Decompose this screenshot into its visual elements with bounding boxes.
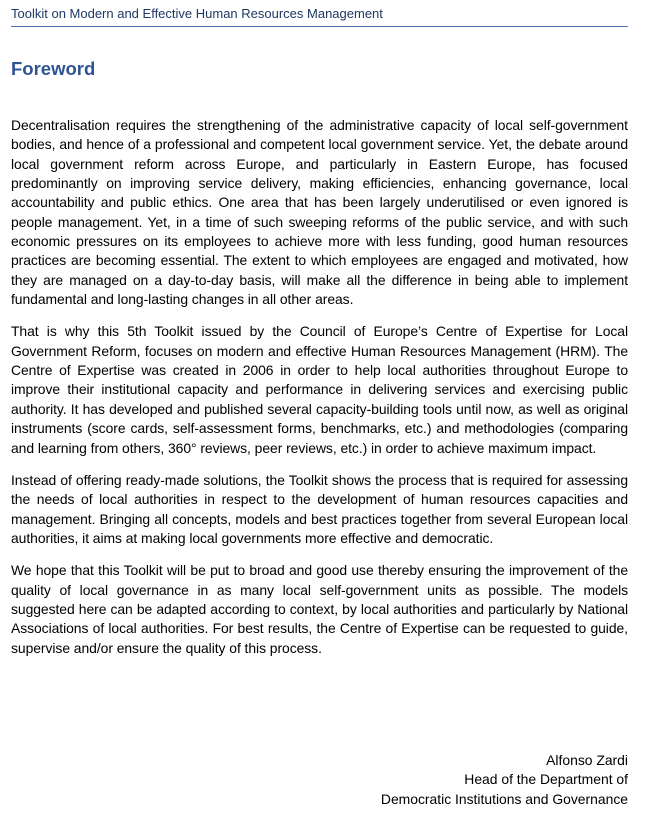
page-title: Foreword xyxy=(11,58,96,79)
signatory-title-line-2: Democratic Institutions and Governance xyxy=(380,790,628,807)
paragraph-closing-hope: We hope that this Toolkit will be put to broad and good use thereby ensuring the improvement of the quality of local governance in as many local self-government units as possible. The models suggested here can be adapted according to context, by local authorities and particularly by National Associations of local authorities. For best results, the Centre of Expertise can be requested to guide, supervise and/or ensure the quality of this process. xyxy=(11,562,628,656)
paragraph-process: Instead of offering ready-made solutions, the Toolkit shows the process that is required for assessing the needs of local authorities in respect to the development of human resources capacities and management. Bringing all concepts, models and best practices together from several European local authorities, it aims at making local governments more effective and democratic. xyxy=(11,471,628,546)
running-header xyxy=(11,6,628,27)
signatory-name: Alfonso Zardi xyxy=(546,752,628,768)
signature-block xyxy=(381,751,628,809)
foreword-body xyxy=(11,116,628,671)
signatory-title-line-1: Head of the Department of xyxy=(464,771,628,788)
paragraph-toolkit-purpose: That is why this 5th Toolkit issued by the Council of Europe’s Centre of Expertise for Local Government Reform, focuses on modern and effective Human Resources Management (HRM). The Centre of Expertise was created in 2006 in order to help local authorities throughout Europe to improve their institutional capacity and performance in delivering services and exercising public authority. It has developed and published several capacity-building tools until now, as well as original instruments (score cards, self-assessment forms, benchmarks, etc.) and methodologies (comparing and learning from others, 360° reviews, peer reviews, etc.) in order to achieve maximum impact. xyxy=(11,323,628,456)
paragraph-decentralisation: Decentralisation requires the strengthening of the administrative capacity of local self-government bodies, and hence of a professional and competent local government service. Yet, the debate around local government reform across Europe, and particularly in Eastern Europe, has focused predominantly on improving service delivery, making efficiencies, enhancing governance, local accountability and public ethics. One area that has been largely underutilised or even ignored is people management. Yet, in a time of such sweeping reforms of the public service, and with such economic pressures on its employees to achieve more with less funding, good human resources practices are becoming essential. The extent to which employees are engaged and motivated, how they are managed on a day-to-day basis, will make all the difference in being able to implement fundamental and long-lasting changes in all other areas. xyxy=(11,117,628,308)
running-header-title: Toolkit on Modern and Effective Human Resources Management xyxy=(11,6,383,21)
